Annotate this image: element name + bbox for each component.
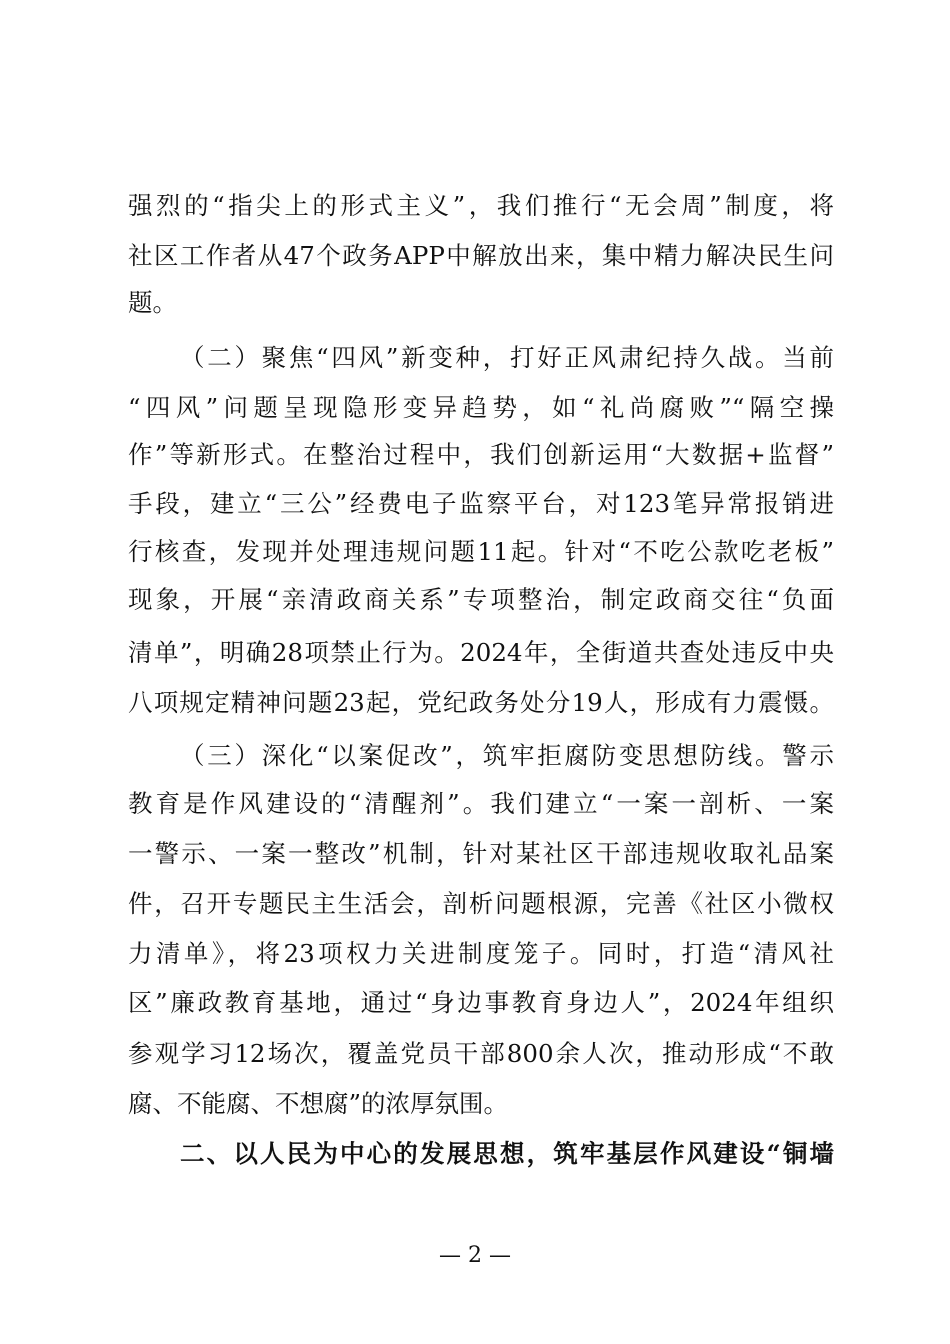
body-line: 区”廉政教育基地，通过“身边事教育身边人”，2024年组织 bbox=[128, 988, 834, 1017]
body-line: 件，召开专题民主生活会，剖析问题根源，完善《社区小微权 bbox=[128, 889, 834, 918]
section-2-first-line: （二）聚焦“四风”新变种，打好正风肃纪持久战。当前 bbox=[180, 343, 834, 372]
body-line: 作”等新形式。在整治过程中，我们创新运用“大数据+监督” bbox=[128, 440, 834, 469]
body-line: 力清单》，将23项权力关进制度笼子。同时，打造“清风社 bbox=[128, 939, 834, 968]
body-line: 一警示、一案一整改”机制，针对某社区干部违规收取礼品案 bbox=[128, 839, 834, 868]
page-number: — 2 — bbox=[439, 1243, 511, 1268]
body-line: 参观学习12场次，覆盖党员干部800余人次，推动形成“不敢 bbox=[128, 1039, 834, 1068]
body-line: 现象，开展“亲清政商关系”专项整治，制定政商交往“负面 bbox=[128, 585, 834, 614]
body-line: 题。 bbox=[128, 288, 177, 317]
section-heading: 二、以人民为中心的发展思想，筑牢基层作风建设“铜墙 bbox=[180, 1139, 834, 1168]
body-line: 行核查，发现并处理违规问题11起。针对“不吃公款吃老板” bbox=[128, 537, 834, 566]
body-line: “四风”问题呈现隐形变异趋势，如“礼尚腐败”“隔空操 bbox=[128, 393, 834, 422]
body-line: 清单”，明确28项禁止行为。2024年，全街道共查处违反中央 bbox=[128, 638, 834, 667]
body-line: 强烈的“指尖上的形式主义”，我们推行“无会周”制度，将 bbox=[128, 191, 834, 220]
body-line: 教育是作风建设的“清醒剂”。我们建立“一案一剖析、一案 bbox=[128, 789, 834, 818]
body-line: 手段，建立“三公”经费电子监察平台，对123笔异常报销进 bbox=[128, 489, 834, 518]
body-line: 社区工作者从47个政务APP中解放出来，集中精力解决民生问 bbox=[128, 241, 834, 270]
body-line: 八项规定精神问题23起，党纪政务处分19人，形成有力震慑。 bbox=[128, 688, 834, 717]
body-line: 腐、不能腐、不想腐”的浓厚氛围。 bbox=[128, 1089, 509, 1118]
section-3-first-line: （三）深化“以案促改”，筑牢拒腐防变思想防线。警示 bbox=[180, 741, 834, 770]
